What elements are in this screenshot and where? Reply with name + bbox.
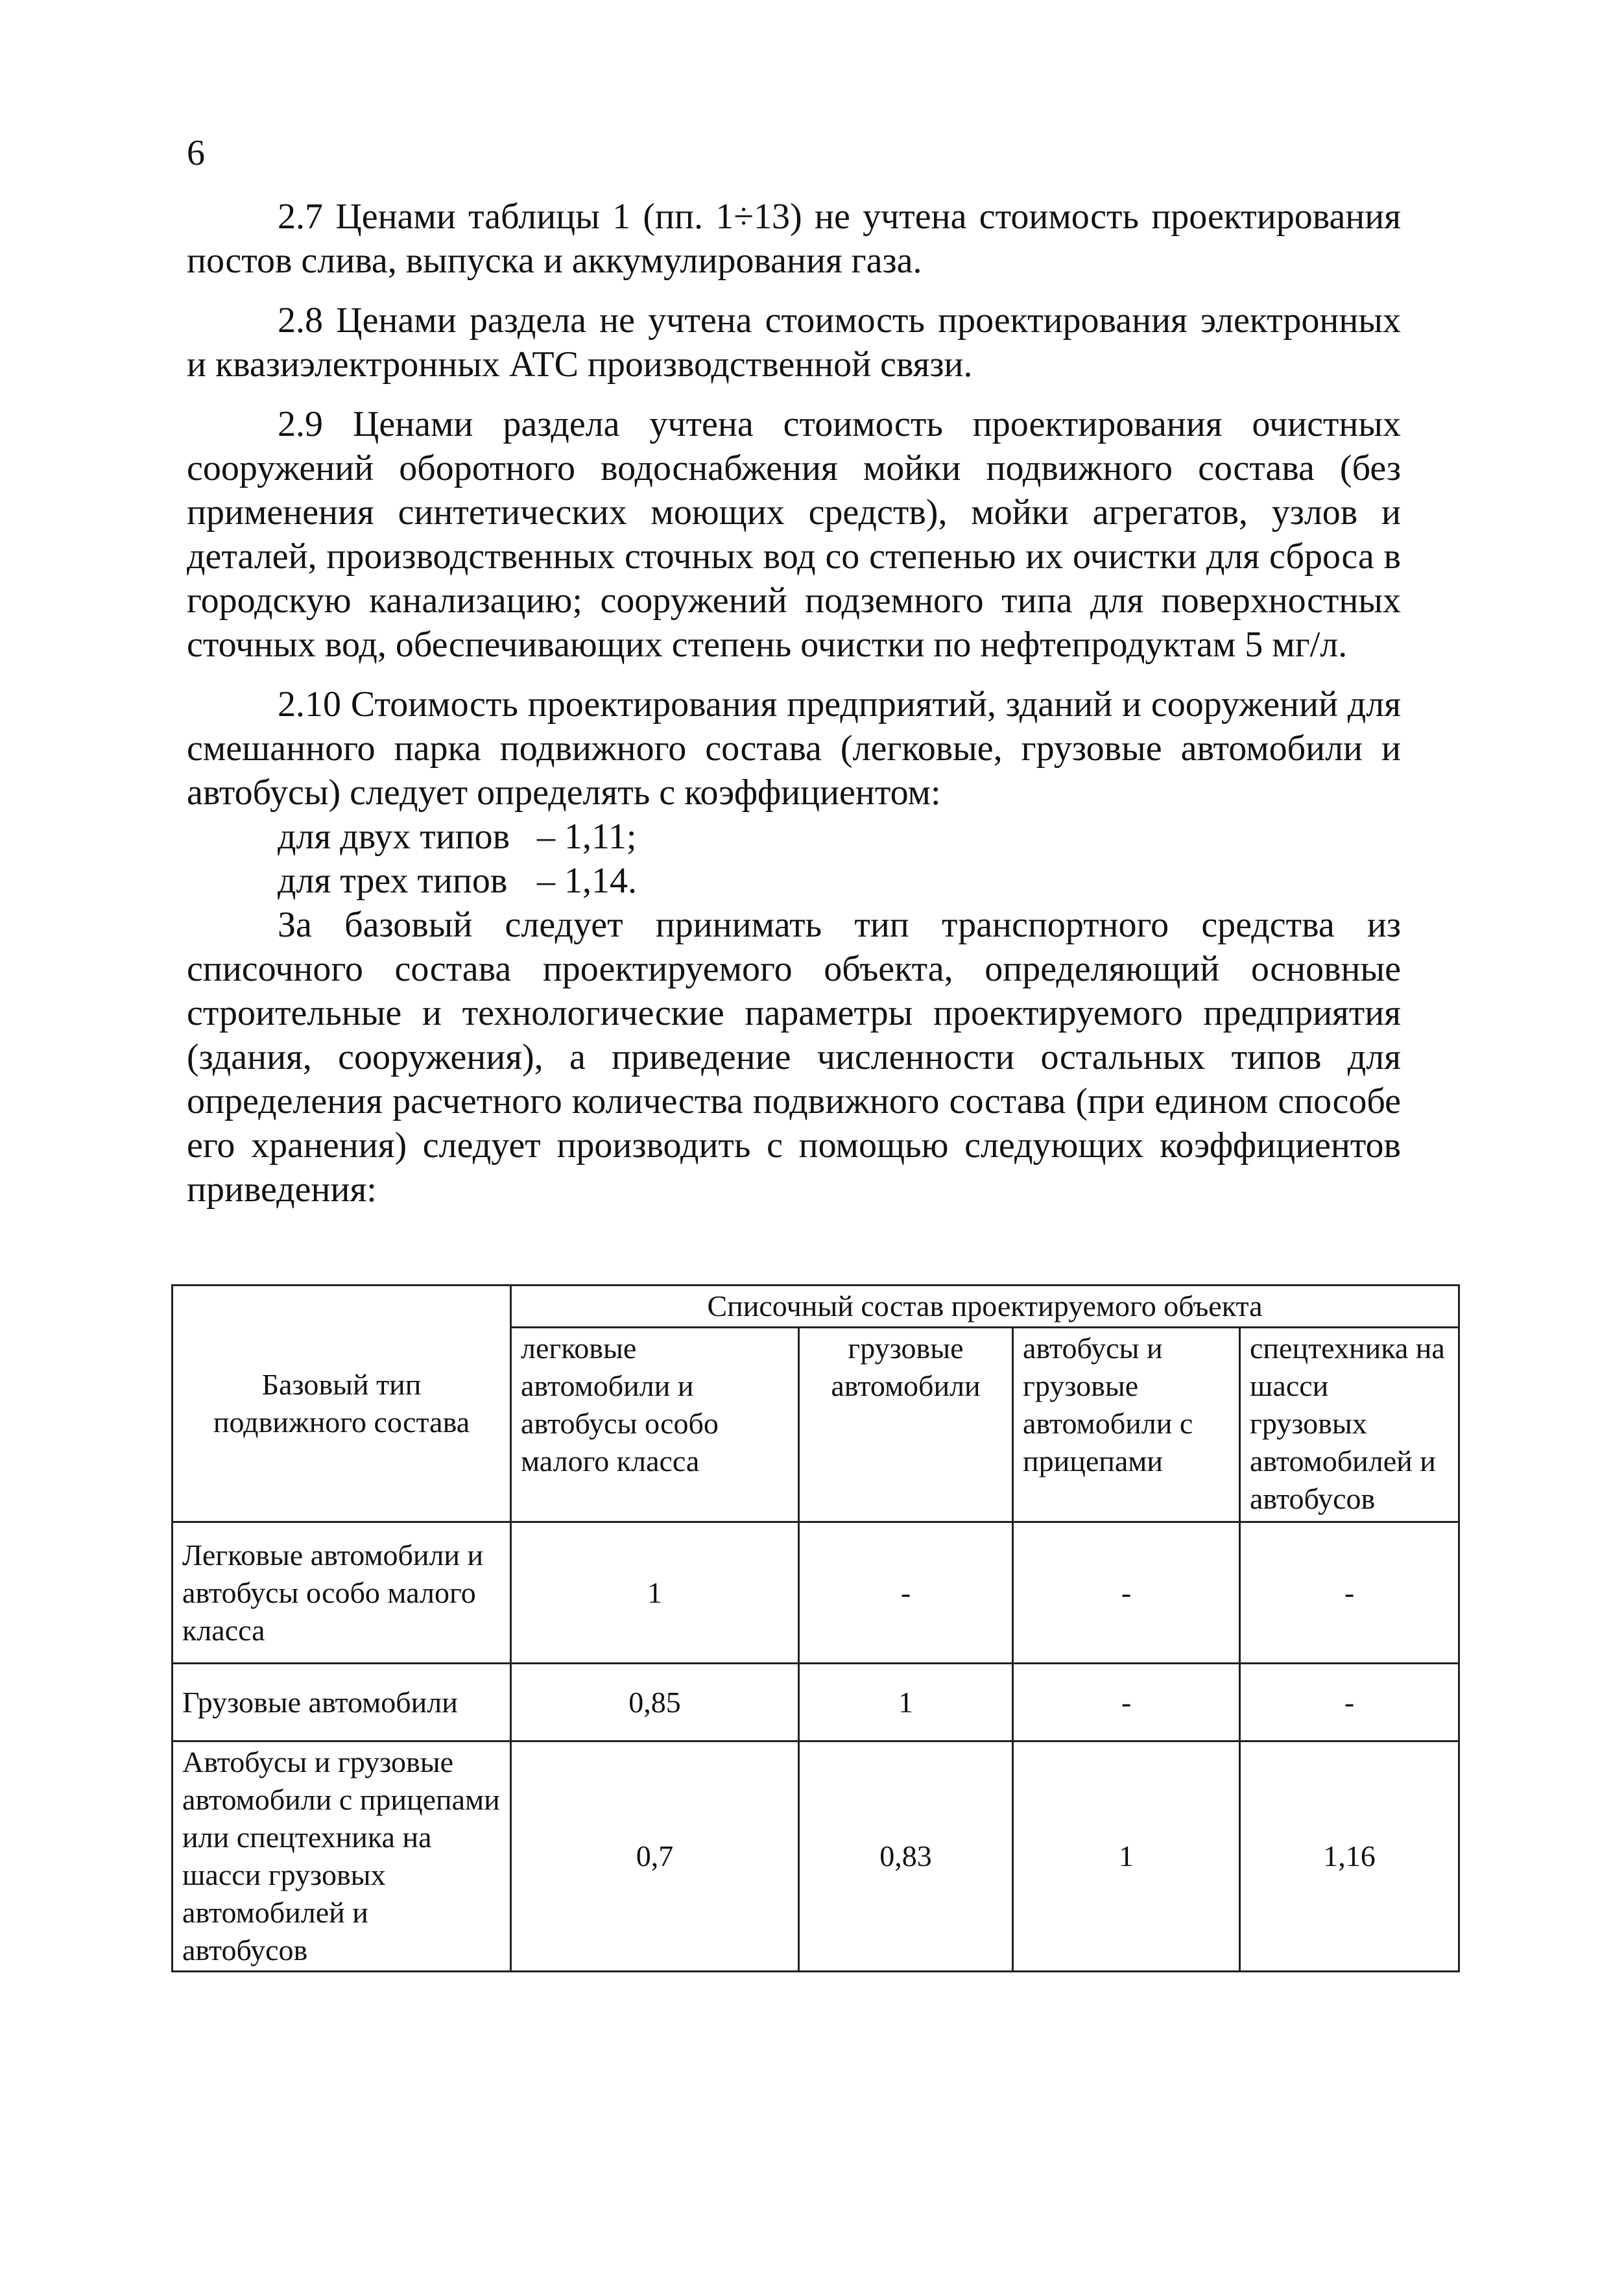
table-cell: 1 [511,1522,799,1664]
body-text [187,195,1401,1212]
group-header: Списочный состав проектируемого объекта [511,1286,1459,1328]
table-row [173,1664,1459,1741]
page-number: 6 [187,133,205,173]
column-header: легковые автомобили и автобусы особо малого класса [511,1328,799,1522]
table-cell: 1 [1013,1741,1240,1972]
table-cell: - [1013,1522,1240,1664]
table-cell: - [1240,1664,1459,1741]
row-label: Автобусы и грузовые автомобили с прицепами или спецтехника на шасси грузовых автомобилей и автобусов [173,1741,511,1972]
table-row [173,1741,1459,1972]
table-cell: - [1013,1664,1240,1741]
paragraph-base-type: За базовый следует принимать тип транспортного средства из списочного состава проектируемого объекта, определяющий основные строительные и технологические параметры проектируемого предприятия (здания, сооружения), а приведение численности остальных типов для определения расчетного количества подвижного состава (при едином способе его хранения) следует производить с помощью следующих коэффициентов приведения: [187,905,1401,1210]
table-cell: 0,83 [799,1741,1013,1972]
table-cell: 1 [799,1664,1013,1741]
table-cell: 1,16 [1240,1741,1459,1972]
coefficient-value: – 1,14. [537,861,637,901]
paragraph-2-8: 2.8 Ценами раздела не учтена стоимость проектирования электронных и квазиэлектронных АТС производственной связи. [187,300,1401,385]
row-header-title: Базовый тип подвижного состава [173,1286,511,1522]
coefficient-two-types [187,815,1401,859]
table-header-row [173,1286,1459,1328]
column-header: автобусы и грузовые автомобили с прицепами [1013,1328,1240,1522]
coefficient-label: для трех типов [278,861,508,901]
coefficient-label: для двух типов [278,817,510,857]
paragraph-2-10: 2.10 Стоимость проектирования предприятий, зданий и сооружений для смешанного парка подвижного состава (легковые, грузовые автомобили и автобусы) следует определять с коэффициентом: [187,684,1401,813]
reduction-coefficients-table [171,1284,1460,1972]
coefficient-three-types [187,859,1401,903]
column-header: грузовые автомобили [799,1328,1013,1522]
table-row [173,1522,1459,1664]
table-cell: 0,7 [511,1741,799,1972]
table-cell: - [1240,1522,1459,1664]
row-label: Легковые автомобили и автобусы особо малого класса [173,1522,511,1664]
paragraph-2-9: 2.9 Ценами раздела учтена стоимость проектирования очистных сооружений оборотного водоснабжения мойки подвижного состава (без применения синтетических моющих средств), мойки агрегатов, узлов и деталей, производственных сточных вод со степенью их очистки для сброса в городскую канализацию; сооружений подземного типа для поверхностных сточных вод, обеспечивающих степень очистки по нефтепродуктам 5 мг/л. [187,404,1401,665]
row-label: Грузовые автомобили [173,1664,511,1741]
paragraph-2-7: 2.7 Ценами таблицы 1 (пп. 1÷13) не учтена стоимость проектирования постов слива, выпуска и аккумулирования газа. [187,197,1401,281]
table-cell: 0,85 [511,1664,799,1741]
table-cell: - [799,1522,1013,1664]
column-header: спецтехника на шасси грузовых автомобилей и автобусов [1240,1328,1459,1522]
coefficient-value: – 1,11; [537,817,637,857]
